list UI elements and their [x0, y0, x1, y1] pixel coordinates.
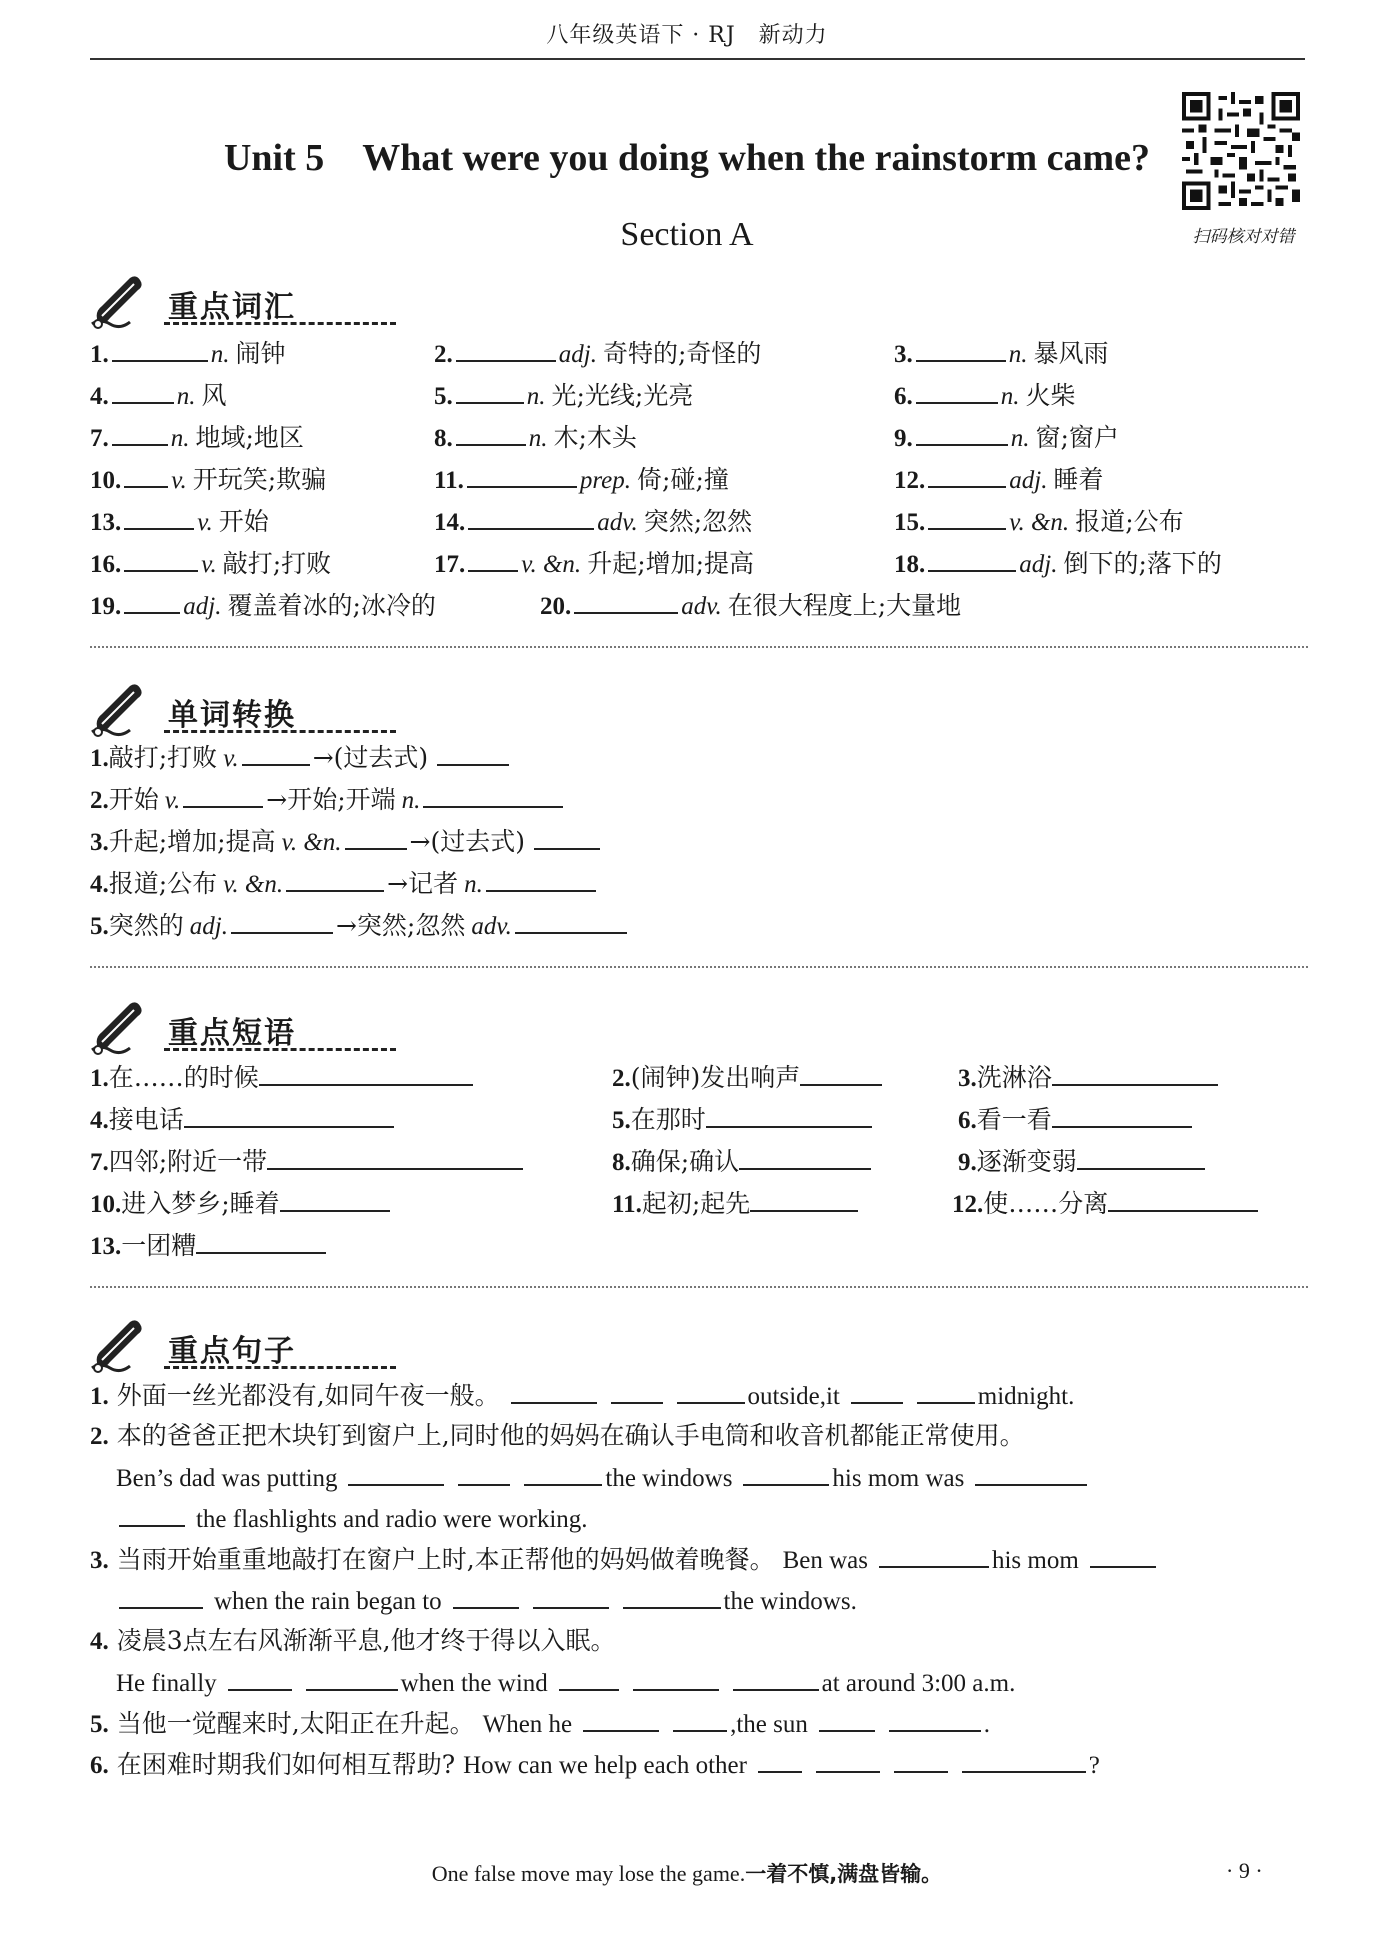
answer-blank[interactable]	[196, 1230, 326, 1254]
item-number: 6.	[894, 383, 913, 410]
heading-underline	[164, 730, 396, 733]
vocab-item	[90, 380, 227, 412]
vocab-item	[90, 506, 269, 538]
phrase-item	[952, 1188, 1261, 1220]
phrase-meaning: 看一看	[976, 1105, 1052, 1134]
conversion-heading-text: 单词转换	[168, 698, 296, 733]
source-meaning: 开始	[108, 785, 159, 814]
footer-cn: 一着不慎,满盘皆输。	[745, 1862, 943, 1886]
conversion-item	[90, 910, 630, 942]
qr-code[interactable]	[1182, 92, 1300, 210]
answer-blank[interactable]	[677, 1380, 745, 1404]
item-number: 4.	[90, 1107, 109, 1134]
answer-blank[interactable]	[112, 338, 208, 362]
item-number: 4.	[90, 871, 109, 898]
answer-blank[interactable]	[511, 1380, 597, 1404]
vocab-item	[540, 590, 961, 622]
part-of-speech: n.	[526, 383, 546, 410]
part-of-speech: adj.	[558, 341, 597, 368]
answer-blank[interactable]	[456, 338, 556, 362]
conversion-item	[90, 826, 603, 858]
arrow-icon: →	[409, 827, 431, 856]
part-of-speech: n.	[1010, 425, 1030, 452]
item-number: 1.	[90, 1065, 109, 1092]
arrow-icon: →	[266, 785, 288, 814]
item-number: 2.	[90, 787, 109, 814]
answer-blank[interactable]	[183, 784, 263, 808]
item-number: 5.	[90, 913, 109, 940]
sentence-cn: 当他一觉醒来时,太阳正在升起。	[116, 1709, 475, 1738]
item-number: 4.	[90, 383, 109, 410]
vocab-item	[434, 380, 693, 412]
phrase-item	[612, 1062, 885, 1094]
vocab-item	[894, 464, 1103, 496]
part-of-speech: n.	[528, 425, 548, 452]
conversion-item	[90, 742, 512, 774]
answer-blank[interactable]	[112, 380, 174, 404]
section-title: Section A	[620, 216, 754, 253]
item-number: 12.	[952, 1191, 984, 1218]
answer-blank[interactable]	[1108, 1188, 1258, 1212]
part-of-speech: n.	[1000, 383, 1020, 410]
answer-blank[interactable]	[917, 1380, 975, 1404]
source-meaning: 升起;增加;提高	[108, 827, 276, 856]
answer-blank[interactable]	[184, 1104, 394, 1128]
answer-blank[interactable]	[468, 548, 518, 572]
target-meaning: 开始;开端	[287, 785, 396, 814]
phrase-item	[90, 1104, 397, 1136]
answer-blank[interactable]	[574, 590, 678, 614]
vocab-heading	[90, 272, 410, 328]
answer-blank[interactable]	[733, 1667, 819, 1691]
item-number: 7.	[90, 1149, 109, 1176]
part-of-speech: v.	[171, 467, 187, 494]
sentence-6: 6. 在困难时期我们如何相互帮助? How can we help each other ?	[90, 1750, 1100, 1779]
section-divider	[90, 1286, 1308, 1288]
answer-blank[interactable]	[534, 826, 600, 850]
item-number: 5.	[612, 1107, 631, 1134]
part-of-speech: v.	[201, 551, 217, 578]
meaning: 报道;公布	[1075, 507, 1184, 536]
answer-blank[interactable]	[467, 464, 577, 488]
vocab-item	[894, 422, 1119, 454]
meaning: 木;木头	[553, 423, 637, 452]
arrow-icon: →	[387, 869, 409, 898]
item-number: 14.	[434, 509, 466, 536]
item-number: 8.	[612, 1149, 631, 1176]
item-number: 16.	[90, 551, 122, 578]
part-of-speech: prep.	[579, 467, 632, 494]
answer-blank[interactable]	[124, 506, 194, 530]
answer-blank[interactable]	[706, 1104, 872, 1128]
answer-blank[interactable]	[962, 1749, 1086, 1773]
sentence-cn: 外面一丝光都没有,如同午夜一般。	[116, 1381, 500, 1410]
item-number: 1.	[90, 745, 109, 772]
phrase-item	[958, 1062, 1221, 1094]
meaning: 倒下的;落下的	[1063, 549, 1222, 578]
answer-blank[interactable]	[345, 826, 407, 850]
arrow-icon: →	[335, 911, 357, 940]
answer-blank[interactable]	[456, 380, 524, 404]
sentence-en: midnight.	[977, 1383, 1075, 1410]
phrase-meaning: 确保;确认	[630, 1147, 740, 1176]
unit-title: Unit 5 What were you doing when the rainstorm came?	[223, 137, 1151, 179]
part-of-speech: n.	[401, 787, 421, 814]
answer-blank[interactable]	[348, 1462, 444, 1486]
sentence-2: 2. 本的爸爸正把木块钉到窗户上,同时他的妈妈在确认手电筒和收音机都能正常使用。	[90, 1421, 1025, 1450]
heading-underline	[164, 1048, 396, 1051]
meaning: 光;光线;光亮	[551, 381, 694, 410]
answer-blank[interactable]	[524, 1462, 602, 1486]
answer-blank[interactable]	[231, 910, 333, 934]
answer-blank[interactable]	[124, 590, 180, 614]
answer-blank[interactable]	[119, 1503, 185, 1527]
item-number: 7.	[90, 425, 109, 452]
conversion-heading	[90, 680, 410, 736]
vocab-item	[90, 338, 286, 370]
part-of-speech: n.	[464, 871, 483, 898]
part-of-speech: v. &n.	[281, 829, 342, 856]
source-meaning: 报道;公布	[108, 869, 218, 898]
target-meaning: (过去式)	[430, 827, 526, 856]
item-number: 10.	[90, 467, 122, 494]
sentence-2-en-cont: the flashlights and radio were working.	[116, 1503, 588, 1535]
part-of-speech: v.	[197, 509, 213, 536]
sentence-cn: 当雨开始重重地敲打在窗户上时,本正帮他的妈妈做着晚餐。	[116, 1545, 775, 1574]
meaning: 升起;增加;提高	[587, 549, 755, 578]
item-number: 3.	[958, 1065, 977, 1092]
item-number: 10.	[90, 1191, 122, 1218]
answer-blank[interactable]	[468, 506, 594, 530]
phrases-heading	[90, 998, 410, 1054]
phrase-meaning: (闹钟)发出响声	[630, 1063, 801, 1092]
meaning: 睡着	[1053, 465, 1104, 494]
vocab-item	[434, 338, 761, 370]
arrow-icon: →	[312, 743, 334, 772]
part-of-speech: adj.	[189, 913, 228, 940]
answer-blank[interactable]	[623, 1585, 721, 1609]
heading-underline	[164, 1366, 396, 1369]
vocab-item	[434, 464, 729, 496]
sentence-en: outside,it	[747, 1383, 840, 1410]
answer-blank[interactable]	[533, 1585, 609, 1609]
answer-blank[interactable]	[800, 1062, 882, 1086]
phrase-item	[612, 1104, 875, 1136]
answer-blank[interactable]	[916, 380, 998, 404]
answer-blank[interactable]	[456, 422, 526, 446]
item-number: 18.	[894, 551, 926, 578]
answer-blank[interactable]	[750, 1188, 858, 1212]
answer-blank[interactable]	[286, 868, 384, 892]
source-meaning: 突然的	[108, 911, 184, 940]
meaning: 火柴	[1025, 381, 1076, 410]
target-meaning: (过去式)	[333, 743, 429, 772]
phrase-meaning: 起初;起先	[641, 1189, 751, 1218]
answer-blank[interactable]	[739, 1146, 871, 1170]
part-of-speech: v.	[164, 787, 181, 814]
sentence-3-en: when the rain began to the windows.	[116, 1585, 857, 1617]
vocab-heading-text: 重点词汇	[168, 290, 296, 325]
answer-blank[interactable]	[758, 1749, 802, 1773]
item-number: 19.	[90, 593, 122, 620]
part-of-speech: adj.	[1019, 551, 1058, 578]
answer-blank[interactable]	[458, 1462, 510, 1486]
vocab-item	[90, 590, 436, 622]
answer-blank[interactable]	[928, 464, 1006, 488]
answer-blank[interactable]	[611, 1380, 663, 1404]
answer-blank[interactable]	[486, 868, 596, 892]
item-number: 11.	[612, 1191, 642, 1218]
phrase-meaning: 一团糟	[121, 1231, 197, 1260]
phrase-meaning: 进入梦乡;睡着	[121, 1189, 280, 1218]
meaning: 开玩笑;欺骗	[192, 465, 327, 494]
answer-blank[interactable]	[851, 1380, 903, 1404]
part-of-speech: n.	[210, 341, 230, 368]
answer-blank[interactable]	[124, 548, 198, 572]
vocab-item	[894, 506, 1184, 538]
part-of-speech: adv.	[597, 509, 638, 536]
answer-blank[interactable]	[633, 1667, 719, 1691]
answer-blank[interactable]	[1090, 1544, 1156, 1568]
answer-blank[interactable]	[816, 1749, 880, 1773]
part-of-speech: v. &n.	[1009, 509, 1070, 536]
item-number: 5.	[434, 383, 453, 410]
phrase-item	[612, 1146, 874, 1178]
vocab-item	[90, 464, 326, 496]
phrase-meaning: 使……分离	[983, 1189, 1109, 1218]
sentences-heading-text: 重点句子	[168, 1334, 296, 1369]
target-meaning: 突然;忽然	[356, 911, 466, 940]
sentence-cn: 本的爸爸正把木块钉到窗户上,同时他的妈妈在确认手电筒和收音机都能正常使用。	[116, 1421, 1025, 1450]
meaning: 覆盖着冰的;冰冷的	[227, 591, 436, 620]
item-number: 11.	[434, 467, 464, 494]
item-number: 20.	[540, 593, 572, 620]
answer-blank[interactable]	[975, 1462, 1087, 1486]
meaning: 奇特的;奇怪的	[602, 339, 762, 368]
meaning: 风	[201, 381, 227, 410]
vocab-item	[894, 380, 1076, 412]
item-number: 6.	[958, 1107, 977, 1134]
meaning: 在很大程度上;大量地	[727, 591, 962, 620]
answer-blank[interactable]	[1052, 1104, 1192, 1128]
meaning: 开始	[218, 507, 269, 536]
page-number: · 9 ·	[1226, 1858, 1263, 1883]
phrase-item	[90, 1188, 393, 1220]
vocab-item	[894, 338, 1109, 370]
sentence-4-en: He finally when the wind at around 3:00 a.m.	[116, 1667, 1015, 1699]
pen-icon	[90, 272, 150, 330]
source-meaning: 敲打;打败	[108, 743, 218, 772]
answer-blank[interactable]	[894, 1749, 948, 1773]
meaning: 闹钟	[235, 339, 286, 368]
answer-blank[interactable]	[1052, 1062, 1218, 1086]
qr-caption: 扫码核对对错	[1192, 227, 1295, 247]
answer-blank[interactable]	[423, 784, 563, 808]
answer-blank[interactable]	[306, 1667, 398, 1691]
vocab-item	[434, 548, 754, 580]
answer-blank[interactable]	[228, 1667, 292, 1691]
item-number: 3.	[90, 829, 109, 856]
item-number: 9.	[894, 425, 913, 452]
item-number: 2.	[612, 1065, 631, 1092]
meaning: 窗;窗户	[1035, 423, 1119, 452]
answer-blank[interactable]	[267, 1146, 523, 1170]
sentence-cn: 凌晨3点左右风渐渐平息,他才终于得以入眠。	[116, 1626, 616, 1655]
sentences-heading	[90, 1316, 410, 1372]
phrase-item	[90, 1230, 329, 1262]
answer-blank[interactable]	[453, 1585, 519, 1609]
part-of-speech: adv.	[471, 913, 512, 940]
pen-icon	[90, 680, 150, 738]
answer-blank[interactable]	[928, 506, 1006, 530]
part-of-speech: adv.	[681, 593, 722, 620]
item-number: 13.	[90, 1233, 122, 1260]
item-number: 2.	[434, 341, 453, 368]
answer-blank[interactable]	[916, 338, 1006, 362]
item-number: 17.	[434, 551, 466, 578]
part-of-speech: v.	[223, 745, 239, 772]
part-of-speech: n.	[1008, 341, 1028, 368]
sentence-5: 5. 当他一觉醒来时,太阳正在升起。 When he ,the sun .	[90, 1709, 990, 1738]
item-number: 3.	[894, 341, 913, 368]
item-number: 1.	[90, 341, 109, 368]
phrase-item	[90, 1062, 476, 1094]
vocab-item	[434, 422, 637, 454]
footer-en: One false move may lose the game.	[431, 1861, 746, 1886]
phrase-meaning: 四邻;附近一带	[108, 1147, 268, 1176]
part-of-speech: adj.	[1009, 467, 1048, 494]
part-of-speech: v. &n.	[521, 551, 582, 578]
vocab-item	[434, 506, 752, 538]
target-meaning: 记者	[408, 869, 459, 898]
answer-blank[interactable]	[819, 1708, 875, 1732]
footer-proverb	[0, 1858, 1374, 1888]
part-of-speech: v. &n.	[223, 871, 284, 898]
sentence-3: 3. 当雨开始重重地敲打在窗户上时,本正帮他的妈妈做着晚餐。 Ben was his mom	[90, 1544, 1159, 1576]
vocab-item	[90, 422, 304, 454]
sentence-2-en: Ben’s dad was putting the windows his mom was	[116, 1462, 1090, 1494]
answer-blank[interactable]	[559, 1667, 619, 1691]
meaning: 倚;碰;撞	[637, 465, 729, 494]
section-divider	[90, 966, 1308, 968]
sentence-1: 1. 外面一丝光都没有,如同午夜一般。 outside,it midnight.	[90, 1381, 1075, 1410]
meaning: 地域;地区	[195, 423, 304, 452]
item-number: 12.	[894, 467, 926, 494]
meaning: 敲打;打败	[222, 549, 332, 578]
phrase-item	[90, 1146, 526, 1178]
answer-blank[interactable]	[1077, 1146, 1205, 1170]
heading-underline	[164, 322, 396, 325]
answer-blank[interactable]	[673, 1708, 727, 1732]
conversion-item	[90, 868, 599, 900]
item-number: 8.	[434, 425, 453, 452]
sentence-4: 4. 凌晨3点左右风渐渐平息,他才终于得以入眠。	[90, 1626, 616, 1655]
meaning: 暴风雨	[1033, 339, 1109, 368]
part-of-speech: adj.	[183, 593, 222, 620]
answer-blank[interactable]	[916, 422, 1008, 446]
vocab-item	[894, 548, 1222, 580]
answer-blank[interactable]	[259, 1062, 473, 1086]
part-of-speech: n.	[176, 383, 196, 410]
answer-blank[interactable]	[124, 464, 168, 488]
pen-icon	[90, 1316, 150, 1374]
answer-blank[interactable]	[879, 1544, 989, 1568]
vocab-item	[90, 548, 331, 580]
phrase-meaning: 接电话	[108, 1105, 184, 1134]
item-number: 15.	[894, 509, 926, 536]
phrase-item	[958, 1146, 1208, 1178]
sentence-cn: 在困难时期我们如何相互帮助?	[116, 1750, 456, 1779]
answer-blank[interactable]	[242, 742, 310, 766]
answer-blank[interactable]	[119, 1585, 203, 1609]
answer-blank[interactable]	[112, 422, 168, 446]
answer-blank[interactable]	[743, 1462, 829, 1486]
answer-blank[interactable]	[437, 742, 509, 766]
phrase-meaning: 在……的时候	[108, 1063, 259, 1092]
answer-blank[interactable]	[928, 548, 1016, 572]
phrase-meaning: 在那时	[630, 1105, 706, 1134]
conversion-item	[90, 784, 566, 816]
answer-blank[interactable]	[583, 1708, 659, 1732]
item-number: 9.	[958, 1149, 977, 1176]
header-rule	[90, 58, 1305, 60]
phrases-heading-text: 重点短语	[168, 1016, 296, 1051]
phrase-meaning: 洗淋浴	[976, 1063, 1052, 1092]
answer-blank[interactable]	[515, 910, 627, 934]
pen-icon	[90, 998, 150, 1056]
phrase-item	[958, 1104, 1195, 1136]
phrase-item	[612, 1188, 861, 1220]
answer-blank[interactable]	[889, 1708, 981, 1732]
part-of-speech: n.	[170, 425, 190, 452]
answer-blank[interactable]	[280, 1188, 390, 1212]
meaning: 突然;忽然	[643, 507, 753, 536]
section-divider	[90, 646, 1308, 648]
running-header: 八年级英语下 · RJ 新动力	[546, 23, 828, 48]
item-number: 13.	[90, 509, 122, 536]
phrase-meaning: 逐渐变弱	[976, 1147, 1077, 1176]
